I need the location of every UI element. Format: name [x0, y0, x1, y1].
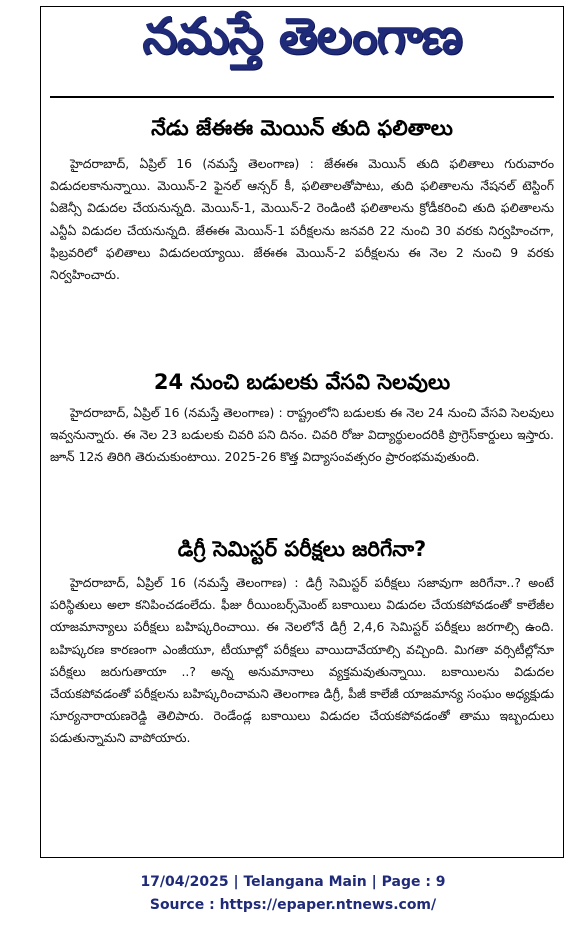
divider — [50, 96, 554, 98]
footer-date-edition: 17/04/2025 | Telangana Main | Page : 9 — [140, 874, 446, 890]
article-body: హైదరాబాద్, ఏప్రిల్ 16 (నమస్తే తెలంగాణ) : డిగ్రీ సెమిస్టర్ పరీక్షలు సజావుగా జరిగేనా..? అంటే పరిస్థితులు అలా కనిపించడంలేదు. ఫీజు రీయింబర్స్‌మెంట్ బకాయిలు విడుదల చేయకపోవడంతో కాలేజీల యాజమాన్యాలు పరీక్షలు బహిష్కరించాయి. ఈ నెలలోనే డిగ్రీ 2,4,6 సెమిస్టర్ పరీక్షలు జరగాల్సి ఉంది. బహిష్కరణ కారణంగా ఎంజీయూ, టీయూల్లో పరీక్షలు వాయిదావేయాల్సి వచ్చింది. మిగతా వర్సిటీల్లోనూ పరీక్షలు జరుగుతాయా ..? అన్న అనుమానాలు వ్యక్తమవుతున్నాయి. బకాయిలను విడుదల చేయకపోవడంతో పరీక్షలను బహిష్కరించామని తెలంగాణ డిగ్రీ, పీజీ కాలేజీ యాజమాన్య సంఘం అధ్యక్షుడు సూర్యనారాయణరెడ్డి తెలిపారు. రెండేండ్ల బకాయిలు విడుదల చేయకపోవడంతో తాము ఇబ్బందులు పడుతున్నామని వాపోయారు. — [50, 575, 554, 746]
article-body: హైదరాబాద్, ఏప్రిల్ 16 (నమస్తే తెలంగాణ) : రాష్ట్రంలోని బడులకు ఈ నెల 24 నుంచి వేసవి సెలవులు ఇవ్వనున్నారు. ఈ నెల 23 బడులకు చివరి పని దినం. చివరి రోజు విద్యార్థులందరికి ప్రొగ్రెస్‌కార్డులు ఇస్తారు. జూన్ 12న తిరిగి తెరుచుకుంటాయి. 2025-26 కొత్త విద్యాసంవత్సరం ప్రారంభమవుతుంది. — [50, 405, 554, 465]
article-headline: 24 నుంచి బడులకు వేసవి సెలవులు — [153, 370, 451, 394]
article-headline: నేడు జేఈఈ మెయిన్ తుది ఫలితాలు — [151, 116, 453, 140]
footer-source: Source : https://epaper.ntnews.com/ — [149, 897, 437, 913]
article-body: హైదరాబాద్, ఏప్రిల్ 16 (నమస్తే తెలంగాణ) : జేఈఈ మెయిన్ తుది ఫలితాలు గురువారం విడుదలకానున్నాయి. మెయిన్-2 ఫైనల్ ఆన్సర్ కీ, ఫలితాలతోపాటు, తుది ఫలితాలను నేషనల్ టెస్టింగ్ ఏజెన్సీ విడుదల చేయనున్నది. మెయిన్-1, మెయిన్-2 రెండింటి ఫలితాలను క్రోడీకరించి తుది ఫలితాలను ఎన్టీఏ విడుదల చేయనున్నది. జేఈఈ మెయిన్-1 పరీక్షలను జనవరి 22 నుంచి 30 వరకు నిర్వహించగా, ఫిబ్రవరిలో ఫలితాలు విడుదలయ్యాయి. జేఈఈ మెయిన్-2 పరీక్షలను ఈ నెల 2 నుంచి 9 వరకు నిర్వహించారు. — [50, 156, 554, 283]
masthead-title: నమస్తే తెలంగాణ — [142, 6, 462, 65]
article-headline: డిగ్రీ సెమిస్టర్ పరీక్షలు జరిగేనా? — [177, 537, 427, 561]
masthead — [40, 6, 564, 78]
